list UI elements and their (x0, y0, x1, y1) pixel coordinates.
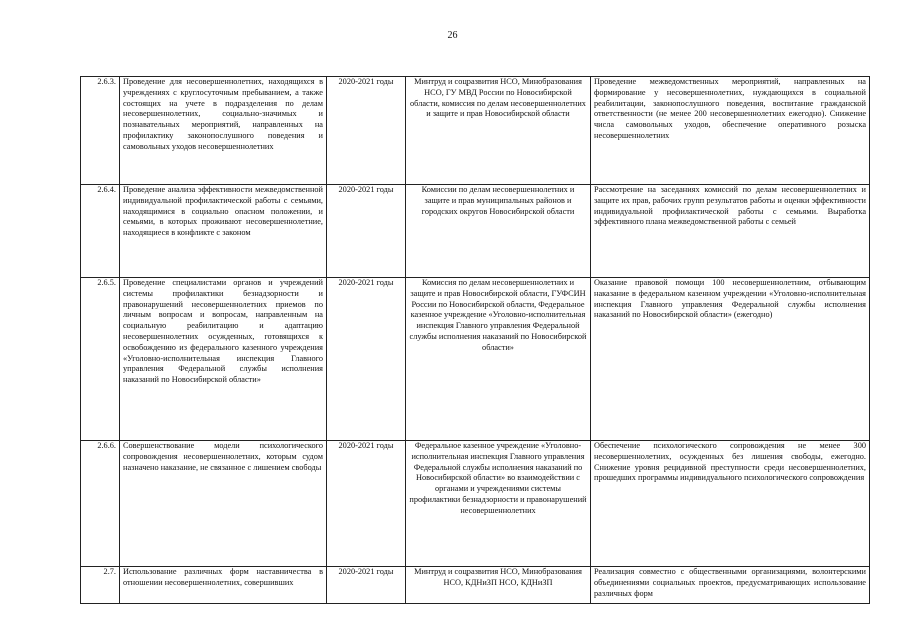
executor-cell: Минтруд и соцразвития НСО, Минобразования НСО, КДНиЗП НСО, КДНиЗП (406, 567, 591, 604)
table-row (81, 77, 870, 185)
measures-table (80, 76, 870, 604)
item-number: 2.6.4. (81, 185, 120, 278)
item-number: 2.6.6. (81, 441, 120, 567)
activity-cell: Совершенствование модели психологического сопровождения несовершеннолетних, которым судом назначено наказание, не связанное с лишением свободы (120, 441, 327, 567)
result-cell: Оказание правовой помощи 100 несовершеннолетним, отбывающим наказание в федеральном казенном учреждении «Уголовно-исполнительная инспекция Главного управления Федеральной службы исполнения наказаний по Новосибирской области» (ежегодно) (591, 278, 870, 441)
term-cell: 2020-2021 годы (327, 185, 406, 278)
term-cell: 2020-2021 годы (327, 441, 406, 567)
term-cell: 2020-2021 годы (327, 77, 406, 185)
result-cell: Обеспечение психологического сопровождения не менее 300 несовершеннолетних, осужденных без лишения свободы, ежегодно. Снижение уровня рецидивной преступности среди несовершеннолетних, прошедших программы индивидуального психологического сопровождения (591, 441, 870, 567)
table-row (81, 185, 870, 278)
table-row (81, 278, 870, 441)
result-cell: Реализация совместно с общественными организациями, волонтерскими объединениями социальных проектов, предусматривающих использование различных форм (591, 567, 870, 604)
activity-cell: Проведение анализа эффективности межведомственной индивидуальной профилактической работы с семьями, находящимися в социально опасном положении, и семьями, в которых проживают несовершеннолетние, находящиеся в конфликте с законом (120, 185, 327, 278)
executor-cell: Минтруд и соцразвития НСО, Минобразования НСО, ГУ МВД России по Новосибирской области, комиссия по делам несовершеннолетних и защите и прав Новосибирской области (406, 77, 591, 185)
executor-cell: Федеральное казенное учреждение «Уголовно-исполнительная инспекция Главного управления Федеральной службы исполнения наказаний по Новосибирской области» во взаимодействии с органами и учреждениями системы профилактики безнадзорности и правонарушений несовершеннолетних (406, 441, 591, 567)
activity-cell: Использование различных форм наставничества в отношении несовершеннолетних, совершивших (120, 567, 327, 604)
activity-cell: Проведение для несовершеннолетних, находящихся в учреждениях с круглосуточным пребыванием, а также состоящих на учете в подразделения по делам несовершеннолетних, социально-значимых и познавательных мероприятий, направленных на профилактику законопослушного поведения и самовольных уходов несовершеннолетних (120, 77, 327, 185)
table-row (81, 441, 870, 567)
page-number: 26 (447, 30, 458, 41)
item-number: 2.7. (81, 567, 120, 604)
result-cell: Рассмотрение на заседаниях комиссий по делам несовершеннолетних и защите их прав, рабочих групп результатов работы и оценки эффективности индивидуальной профилактической работы с семьями. Выработка эффективного плана межведомственной работы с семьей (591, 185, 870, 278)
result-cell: Проведение межведомственных мероприятий, направленных на формирование у несовершеннолетних, нуждающихся в социальной реабилитации, законопослушного поведения, воспитание гражданской ответственности (не менее 200 несовершеннолетних ежегодно). Снижение числа самовольных уходов, обеспечение оперативного розыска несовершеннолетних (591, 77, 870, 185)
activity-cell: Проведение специалистами органов и учреждений системы профилактики безнадзорности и правонарушений несовершеннолетних приемов по личным вопросам и вопросам, направленным на социальную реабилитацию и адаптацию несовершеннолетних осужденных, готовящихся к освобождению из федерального казенного учреждения «Уголовно-исполнительная инспекция Главного управления Федеральной службы исполнения наказаний по Новосибирской области» (120, 278, 327, 441)
item-number: 2.6.5. (81, 278, 120, 441)
executor-cell: Комиссии по делам несовершеннолетних и защите и прав муниципальных районов и городских округов Новосибирской области (406, 185, 591, 278)
table-row (81, 567, 870, 604)
item-number: 2.6.3. (81, 77, 120, 185)
executor-cell: Комиссия по делам несовершеннолетних и защите и прав Новосибирской области, ГУФСИН России по Новосибирской области, Федеральное казенное учреждение «Уголовно-исполнительная инспекция Главного управления Федеральной службы исполнения наказаний по Новосибирской области» (406, 278, 591, 441)
term-cell: 2020-2021 годы (327, 278, 406, 441)
term-cell: 2020-2021 годы (327, 567, 406, 604)
